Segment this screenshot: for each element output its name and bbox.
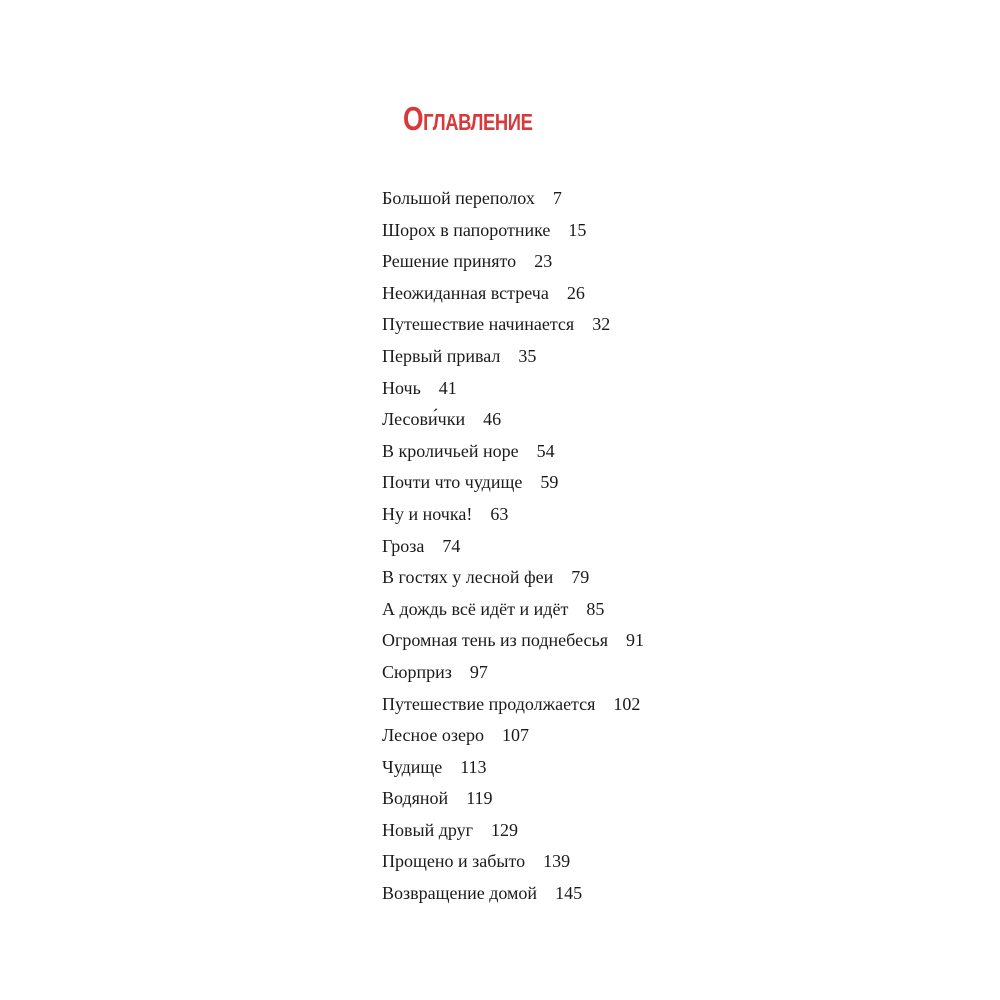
toc-entry: [382, 720, 644, 752]
toc-entry-page-number: 54: [536, 440, 555, 461]
toc-entry-title: Лесное озеро: [382, 725, 484, 746]
toc-entry-page-number: 129: [491, 819, 519, 840]
toc-entry-page-number: 79: [571, 567, 590, 588]
toc-entry-page-number: 97: [469, 661, 488, 682]
toc-entry-page-number: 26: [566, 282, 585, 303]
toc-entry-title: Чудище: [382, 756, 443, 777]
toc-entry: [382, 625, 644, 657]
toc-entry-title: В гостях у лесной феи: [382, 567, 554, 588]
toc-entry-page-number: 119: [466, 788, 493, 809]
page-title: Оглавление: [403, 100, 533, 137]
toc-entry-page-number: 15: [568, 219, 587, 240]
toc-entry: [382, 499, 644, 531]
toc-entry-page-number: 7: [552, 188, 562, 208]
toc-entry-title: Ночь: [382, 377, 421, 398]
toc-entry-page-number: 63: [490, 503, 509, 524]
toc-entry: [382, 341, 644, 373]
toc-entry-page-number: 107: [501, 725, 529, 746]
toc-entry: [382, 562, 644, 594]
toc-entry: [382, 657, 644, 689]
toc-entry-title: Сюрприз: [382, 661, 452, 682]
toc-entry-page-number: 91: [626, 630, 645, 651]
toc-entry: [382, 846, 644, 878]
toc-entry: [382, 531, 644, 563]
toc-entry-title: Новый друг: [382, 819, 474, 840]
toc-entry-page-number: 74: [442, 535, 461, 556]
toc-entry-title: Большой переполох: [382, 188, 535, 208]
toc-entry-title: Путешествие начинается: [382, 314, 575, 335]
toc-entry-title: Огромная тень из поднебесья: [382, 630, 609, 651]
toc-entry-title: В кроличьей норе: [382, 440, 519, 461]
toc-entry: [382, 689, 644, 721]
toc-entry-page-number: 102: [613, 693, 641, 714]
toc-entry-page-number: 145: [555, 883, 583, 904]
toc-entry-page-number: 46: [483, 409, 502, 430]
toc-entry-page-number: 59: [540, 472, 559, 493]
toc-entry-page-number: 32: [592, 314, 611, 335]
toc-entry-title: А дождь всё идёт и идёт: [382, 598, 569, 619]
toc-entry-title: Путешествие продолжается: [382, 693, 596, 714]
toc-entry-page-number: 23: [534, 251, 553, 272]
toc-entry-page-number: 139: [543, 851, 571, 872]
toc-entry: [382, 278, 644, 310]
toc-entry-title: Гроза: [382, 535, 425, 556]
toc-entry: [382, 309, 644, 341]
toc-entry: [382, 215, 644, 247]
toc-entry: [382, 373, 644, 405]
toc-entry-title: Лесови́чки: [382, 409, 466, 430]
toc-entry-title: Почти что чудище: [382, 472, 523, 493]
toc-entry-title: Прощено и забыто: [382, 851, 526, 872]
toc-entry: [382, 783, 644, 815]
toc-entry: [382, 436, 644, 468]
toc-entry: [382, 878, 644, 910]
toc-entry-title: Ну и ночка!: [382, 503, 473, 524]
toc-entry-title: Шорох в папоротнике: [382, 219, 551, 240]
toc-entry: [382, 404, 644, 436]
toc-entry-title: Неожиданная встреча: [382, 282, 549, 303]
toc-entry: [382, 467, 644, 499]
toc-entry-title: Решение принято: [382, 251, 517, 272]
toc-entry: [382, 594, 644, 626]
toc-entry-page-number: 113: [460, 756, 487, 777]
toc-entry: [382, 752, 644, 784]
toc-entry-title: Первый привал: [382, 345, 501, 366]
toc-entry-page-number: 35: [518, 345, 537, 366]
toc-entry: [382, 815, 644, 847]
toc-entry-title: Водяной: [382, 788, 449, 809]
toc-entry: [382, 246, 644, 278]
table-of-contents: [382, 183, 644, 910]
toc-entry-page-number: 85: [586, 598, 605, 619]
toc-entry: [382, 183, 644, 215]
toc-entry-page-number: 41: [438, 377, 457, 398]
toc-entry-title: Возвращение домой: [382, 883, 538, 904]
